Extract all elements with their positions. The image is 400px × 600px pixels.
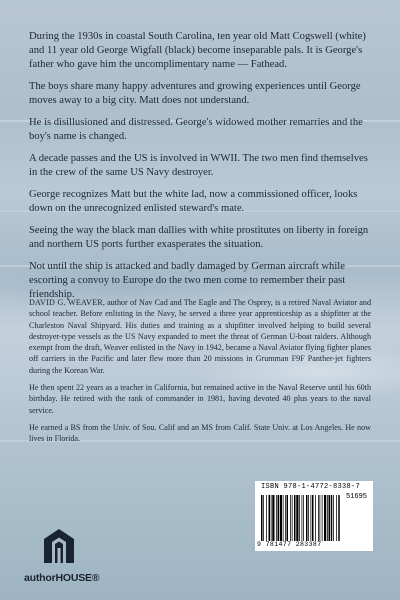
isbn-barcode <box>255 481 373 551</box>
synopsis-paragraph: During the 1930s in coastal South Carolina, ten year old Matt Cogswell (white) and 11 year old George Wigfall (black) become inseparable pals. It is George's father who gave him the uncomplimentary name — Fathead. <box>29 31 366 70</box>
synopsis-paragraph: Seeing the way the black man dallies with white prostitutes on liberty in foreign and northern US ports further exasperates the situation. <box>29 225 369 250</box>
synopsis-paragraph: The boys share many happy adventures and growing experiences until George moves away to a big city. Matt does not understand. <box>29 81 361 106</box>
barcode-bars <box>261 495 367 541</box>
synopsis-paragraph: A decade passes and the US is involved in WWII. The two men find themselves in the crew of the same US Navy destroyer. <box>29 153 368 178</box>
isbn-number: ISBN 978-1-4772-8338-7 <box>261 483 361 491</box>
authorhouse-logo-icon <box>42 528 76 564</box>
synopsis-paragraph: He is disillusioned and distressed. George's widowed mother remarries and the boy's name is changed. <box>29 117 363 142</box>
author-bio <box>29 297 371 451</box>
synopsis-paragraph: George recognizes Matt but the white lad, now a commissioned officer, looks down on the unrecognized enlisted steward's mate. <box>29 189 358 214</box>
author-bio-paragraph: He earned a BS from the Univ. of Sou. Calif and an MS from Calif. State Univ. at Los Angeles. He now lives in Florida. <box>29 422 371 444</box>
author-bio-text: , author of Nav Cad and The Eagle and The Osprey, is a retired Naval Aviator and school teacher. Before enlisting in the Navy, he served a three year apprenticeship as a shipfitter at the Charleston Naval Shipyard. His duties and training as a shipfitter involved helping to build several destroyer-type vessels as the US Navy expanded to meet the threat of German U-boat raiders. Although exempt from the draft, Weaver enlisted in the Navy in 1942, became a Naval Aviator flying fighter planes off carriers in the Pacific and later flew more than 20 missions in Grumman F9F Panther-jet fighters during the Korean War. <box>29 298 371 375</box>
author-bio-paragraph <box>29 297 371 376</box>
author-name: DAVID G. WEAVER <box>29 298 103 307</box>
synopsis-paragraph: Not until the ship is attacked and badly damaged by German aircraft while escorting a convoy to Europe do the two men come to remember their past friendship. <box>29 261 346 300</box>
publisher-name: authorHOUSE® <box>24 572 100 584</box>
price-code: 51695 <box>345 493 367 501</box>
synopsis <box>29 30 371 310</box>
publisher-logo <box>24 528 100 590</box>
author-bio-paragraph: He then spent 22 years as a teacher in California, but remained active in the Naval Reserve until his 60th birthday. He retired with the rank of commander in 1981, having devoted 40 plus years to the naval service. <box>29 383 371 415</box>
barcode-digits: 9 781477 283387 <box>257 541 322 548</box>
